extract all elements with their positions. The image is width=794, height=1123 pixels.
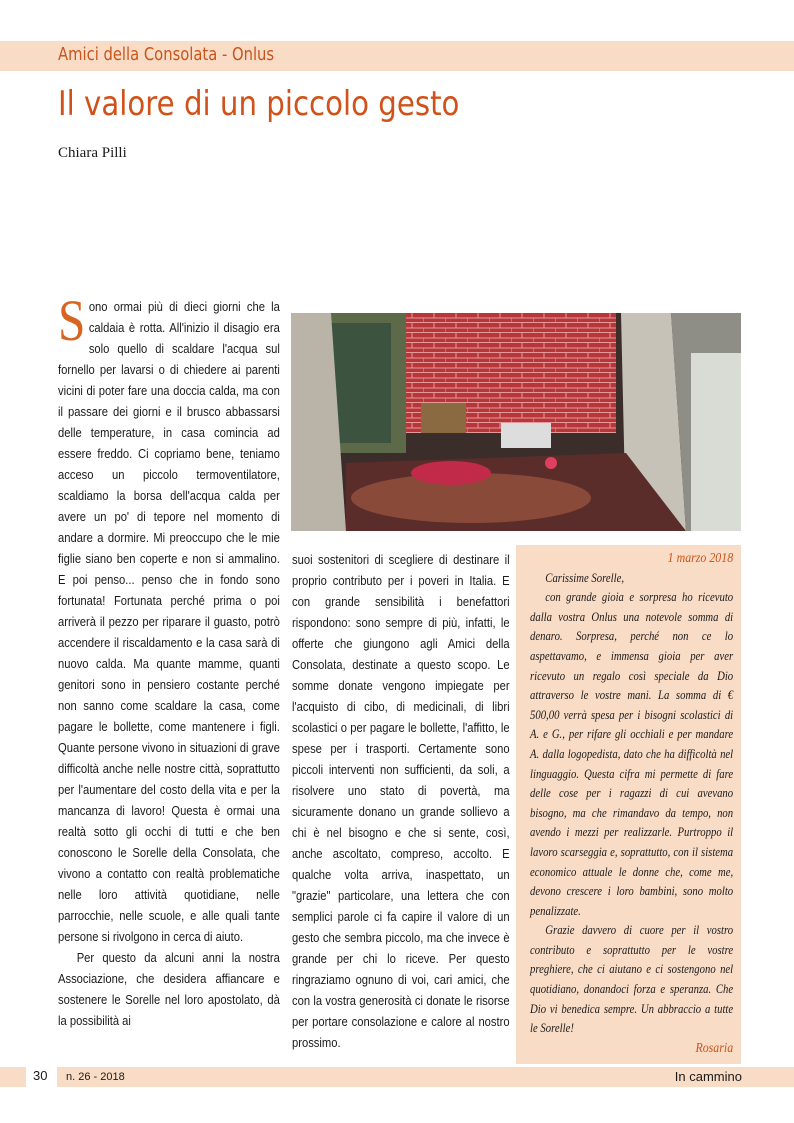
article-column-2 — [292, 549, 510, 1053]
letter-signature: Rosaria — [695, 1040, 734, 1056]
paragraph: Per questo da alcuni anni la nostra Associazione, che desidera affiancare e sostenere le Sorelle nel loro apostolato, dà la possibilità ai — [58, 950, 280, 1028]
footer-band-left — [0, 1067, 26, 1087]
article-photo — [291, 313, 741, 531]
issue-number: n. 26 - 2018 — [66, 1071, 125, 1083]
letter-box — [516, 545, 741, 1064]
paragraph: ono ormai più di dieci giorni che la caldaia è rotta. All'inizio il disagio era solo quello di scaldare l'acqua sul fornello per lavarsi o di chiedere ai parenti vicini di poter fare una doccia calda, ma con il passare dei giorni e il brusco abbassarsi delle temperature, in casa comincia ad essere freddo. Ci copriamo bene, teniamo acceso un piccolo termoventilatore, scaldiamo la borsa dell'acqua calda per avere un po' di tepore nel momento di andare a dormire. Mi preoccupo che le mie figlie siano ben coperte e non si ammalino. E poi penso... penso che in fondo sono fortunata! Fortunata perché prima o poi arriverà il pezzo per riparare il guasto, potrò accendere il riscaldamento e la casa sarà di nuovo calda. Ma quante mamme, quanti genitori sono in pensiero costante perché non sanno come scaldare la casa, come pagare le bollette, come mantenere i figli. Quante persone vivono in situazioni di grave difficoltà anche nelle nostre città, soprattutto per l'aumentare del costo della vita e per la mancanza di lavoro! Questa è ormai una realtà sotto gli occhi di tutti e che ben conoscono le Sorelle della Consolata, che vivono a contatto con realtà problematiche nelle loro attività quotidiane, nelle parrocchie, nelle scuole, e alle quali tante persone si rivolgono in cerca di aiuto. — [58, 299, 280, 944]
section-label: Amici della Consolata - Onlus — [58, 44, 275, 65]
author: Chiara Pilli — [58, 145, 127, 161]
letter-date: 1 marzo 2018 — [667, 551, 734, 566]
drop-cap: S — [58, 288, 86, 353]
letter-paragraph: con grande gioia e sorpresa ho ricevuto dalla vostra Onlus una notevole somma di denaro. Sorpresa, perché non ce lo aspettavamo, e immensa gioia per aver ricevuto un regalo così speciale da Dio attraverso le vostre mani. La somma di € 500,00 verrà spesa per i bisogni scolastici di A. e G., per rifare gli occhiali e per mandare A. dalla logopedista, dato che ha difficoltà nel linguaggio. Questa cifra mi permette di fare delle cose per i ragazzi di cui avevano bisogno, ma che rimandavo da tempo, non avendo i mezzi per realizzarle. Purtroppo il lavoro scarseggia e, soprattutto, con il sistema economico attuale le donne che, come me, devono crescere i loro bambini, sono molto penalizzate. — [530, 590, 734, 918]
letter-paragraph: Grazie davvero di cuore per il vostro contributo e soprattutto per le vostre preghiere, che ci aiutano e ci sostengono nel quotidiano, donandoci forza e speranza. Che Dio vi benedica sempre. Un abbraccio a tutte le Sorelle! — [530, 923, 734, 1036]
article-column-1 — [58, 288, 280, 1031]
page-title: Il valore di un piccolo gesto — [58, 84, 460, 124]
letter-greeting: Carissime Sorelle, — [545, 570, 625, 585]
paragraph: suoi sostenitori di scegliere di destinare il proprio contributo per i poveri in Italia. E con grande sensibilità i benefattori rispondono: sono sempre di più, infatti, le offerte che giungono agli Amici della Consolata, destinate a questo scopo. Le somme donate vengono impiegate per l'acquisto di cibo, di medicinali, di libri scolastici o per pagare le bollette, l'affitto, le spese per i trasporti. Certamente sono piccoli interventi non sufficienti, da soli, a risolvere uno stato di povertà, ma sicuramente donano un grande sollievo a chi è nel bisogno e che si sente, così, anche ascoltato, compreso, accolto. E qualche volta arriva, inaspettato, un "grazie" particolare, una lettera che con semplici parole ci fa capire il valore di un gesto che sembra piccolo, ma che invece è grande per chi lo riceve. Per questo ringraziamo ognuno di voi, cari amici, che con la vostra generosità ci donate le risorse per portare consolazione e calore al nostro prossimo. — [292, 552, 510, 1050]
photo-room-image — [291, 313, 741, 531]
page-number: 30 — [33, 1068, 48, 1083]
magazine-name: In cammino — [674, 1069, 742, 1084]
